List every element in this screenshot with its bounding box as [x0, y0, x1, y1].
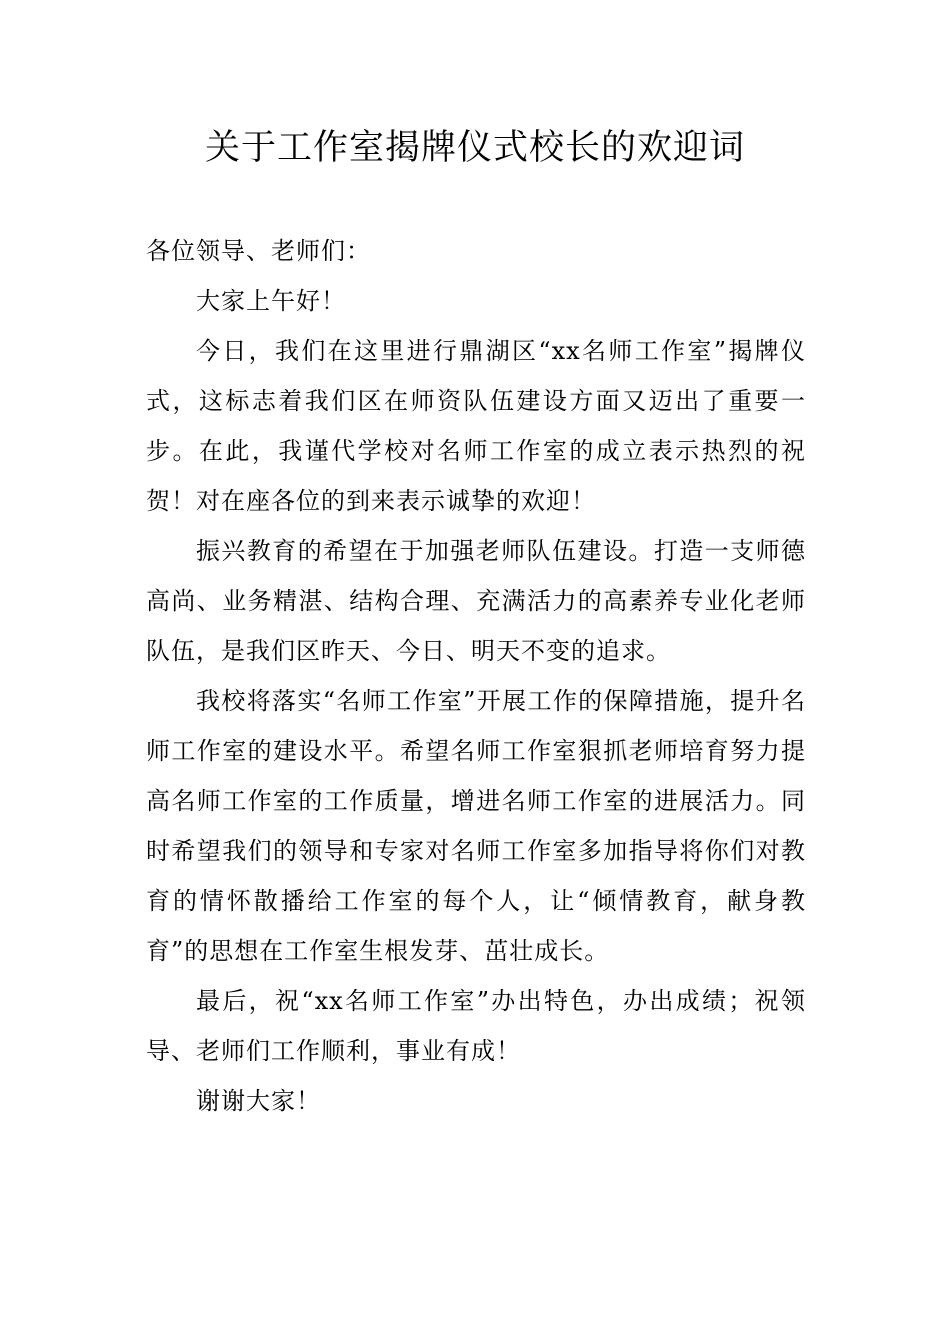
paragraph-measures: 我校将落实“名师工作室”开展工作的保障措施，提升名师工作室的建设水平。希望名师工作室狠抓老师培育努力提高名师工作室的工作质量，增进名师工作室的进展活力。同时希望我们的领导和专家对名师工作室多加指导将你们对教育的情怀散播给工作室的每个人，让“倾情教育，献身教育”的思想在工作室生根发芽、茁壮成长。	[146, 687, 806, 965]
salutation: 各位领导、老师们：	[146, 237, 371, 265]
document-body	[146, 226, 806, 1126]
paragraph-wishes: 最后，祝“xx名师工作室”办出特色，办出成绩；祝领导、老师们工作顺利，事业有成！	[146, 987, 806, 1065]
paragraph-greeting: 大家上午好！	[196, 287, 346, 315]
paragraph-ceremony: 今日，我们在这里进行鼎湖区“xx名师工作室”揭牌仪式，这标志着我们区在师资队伍建设方面又迈出了重要一步。在此，我谨代学校对名师工作室的成立表示热烈的祝贺！对在座各位的到来表示诚挚的欢迎！	[146, 337, 806, 515]
paragraph-thanks: 谢谢大家！	[196, 1087, 321, 1115]
paragraph-vision: 振兴教育的希望在于加强老师队伍建设。打造一支师德高尚、业务精湛、结构合理、充满活力的高素养专业化老师队伍，是我们区昨天、今日、明天不变的追求。	[146, 537, 806, 665]
document-title: 关于工作室揭牌仪式校长的欢迎词	[204, 128, 745, 168]
